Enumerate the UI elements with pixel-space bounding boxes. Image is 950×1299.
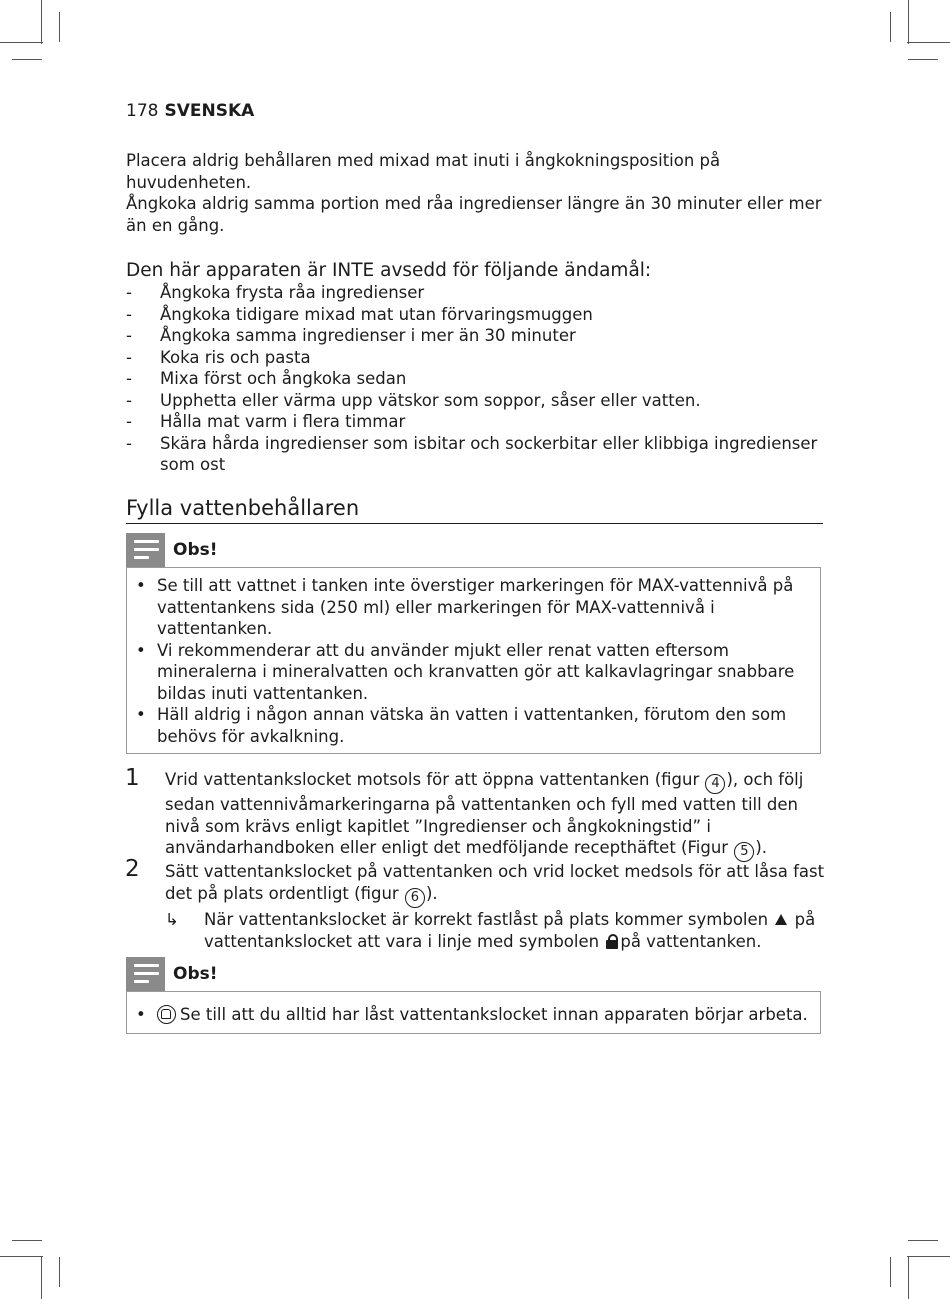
list-item: - Ångkoka samma ingredienser i mer än 30 minuter [126, 326, 576, 345]
crop-mark [890, 1257, 891, 1287]
list-item: • Se till att vattnet i tanken inte överstiger markeringen för MAX-vattennivå på vattentankens sida (250 ml) eller markeringen för MAX-vattennivå i vattentanken. [136, 576, 794, 638]
crop-mark [0, 1256, 43, 1257]
intro-paragraph: Ångkoka aldrig samma portion med råa ingredienser längre än 30 minuter eller mer än en gång. [126, 194, 822, 235]
list-item: - Ångkoka tidigare mixad mat utan förvaringsmuggen [126, 304, 593, 324]
crop-mark [12, 59, 42, 60]
crop-mark [907, 42, 950, 43]
crop-mark [59, 1257, 60, 1287]
crop-mark [908, 0, 909, 44]
figure-number: 5 [734, 842, 754, 862]
triangle-up-icon [775, 914, 787, 925]
crop-mark [12, 1240, 42, 1241]
crop-mark [0, 42, 43, 43]
purpose-list [126, 282, 826, 476]
page-number: 178 [126, 101, 159, 121]
figure-number: 4 [705, 774, 725, 794]
step-number: 2 [125, 856, 140, 882]
step-text: Sätt vattentankslocket på vattentanken och vrid locket medsols för att låsa fast det på plats ordentligt (figur 6 ). [165, 861, 825, 908]
note-label: Obs! [173, 964, 218, 984]
crop-mark [890, 12, 891, 42]
intro-text [126, 150, 826, 236]
list-item: - Skära hårda ingredienser som isbitar och sockerbitar eller klibbiga ingredienser som ost [126, 433, 818, 474]
section-title: Fylla vattenbehållaren [126, 494, 823, 524]
list-item: - Ångkoka frysta råa ingredienser [126, 283, 425, 302]
note-icon [126, 533, 165, 567]
purpose-heading: Den här apparaten är INTE avsedd för följande ändamål: [126, 260, 652, 281]
note-label: Obs! [173, 540, 218, 560]
crop-mark [908, 59, 938, 60]
list-item: • Vi rekommenderar att du använder mjukt eller renat vatten eftersom mineralerna i mineralvatten och kranvatten gör att kalkavlagringar snabbare bildas inuti vattentanken. [136, 640, 795, 703]
list-item: - Hålla mat varm i flera timmar [126, 412, 406, 431]
note-box [126, 567, 821, 754]
padlock-icon [606, 934, 618, 949]
crop-mark [908, 1240, 938, 1241]
list-item: - Koka ris och pasta [126, 347, 311, 367]
note-box [126, 991, 821, 1034]
page-header [126, 100, 254, 122]
list-item: - Mixa först och ångkoka sedan [126, 369, 407, 388]
crop-mark [41, 1256, 42, 1299]
figure-number: 6 [405, 888, 425, 908]
step-result: ↳ När vattentankslocket är korrekt fastlåst på plats kommer symbolen på vattentankslocket att vara i linje med symbolen på vattentanken. [165, 910, 816, 951]
result-arrow-icon: ↳ [165, 910, 179, 929]
language-title: SVENSKA [164, 101, 255, 121]
step-text: Vrid vattentankslocket motsols för att öppna vattentanken (figur 4 ), och följ sedan vattennivåmarkeringarna på vattentanken och fyll med vatten till den nivå som krävs enligt kapitlet ”Ingredienser och ångkokningstid” i användarhandboken eller enligt det medföljande recepthäftet (Figur 5 ). [165, 769, 825, 862]
crop-mark [41, 0, 42, 44]
note-icon [126, 957, 165, 991]
crop-mark [908, 1256, 909, 1299]
crop-mark [907, 1256, 950, 1257]
list-item: • Se till att du alltid har låst vattentankslocket innan apparaten börjar arbeta. [136, 1005, 808, 1024]
intro-paragraph: Placera aldrig behållaren med mixad mat inuti i ångkokningsposition på huvudenheten. [126, 151, 721, 192]
list-item: - Upphetta eller värma upp vätskor som soppor, såser eller vatten. [126, 390, 701, 410]
lid-warning-icon [157, 1005, 176, 1024]
step-number: 1 [125, 765, 140, 791]
crop-mark [59, 12, 60, 42]
list-item: • Häll aldrig i någon annan vätska än vatten i vattentanken, förutom den som behövs för avkalkning. [136, 705, 787, 746]
